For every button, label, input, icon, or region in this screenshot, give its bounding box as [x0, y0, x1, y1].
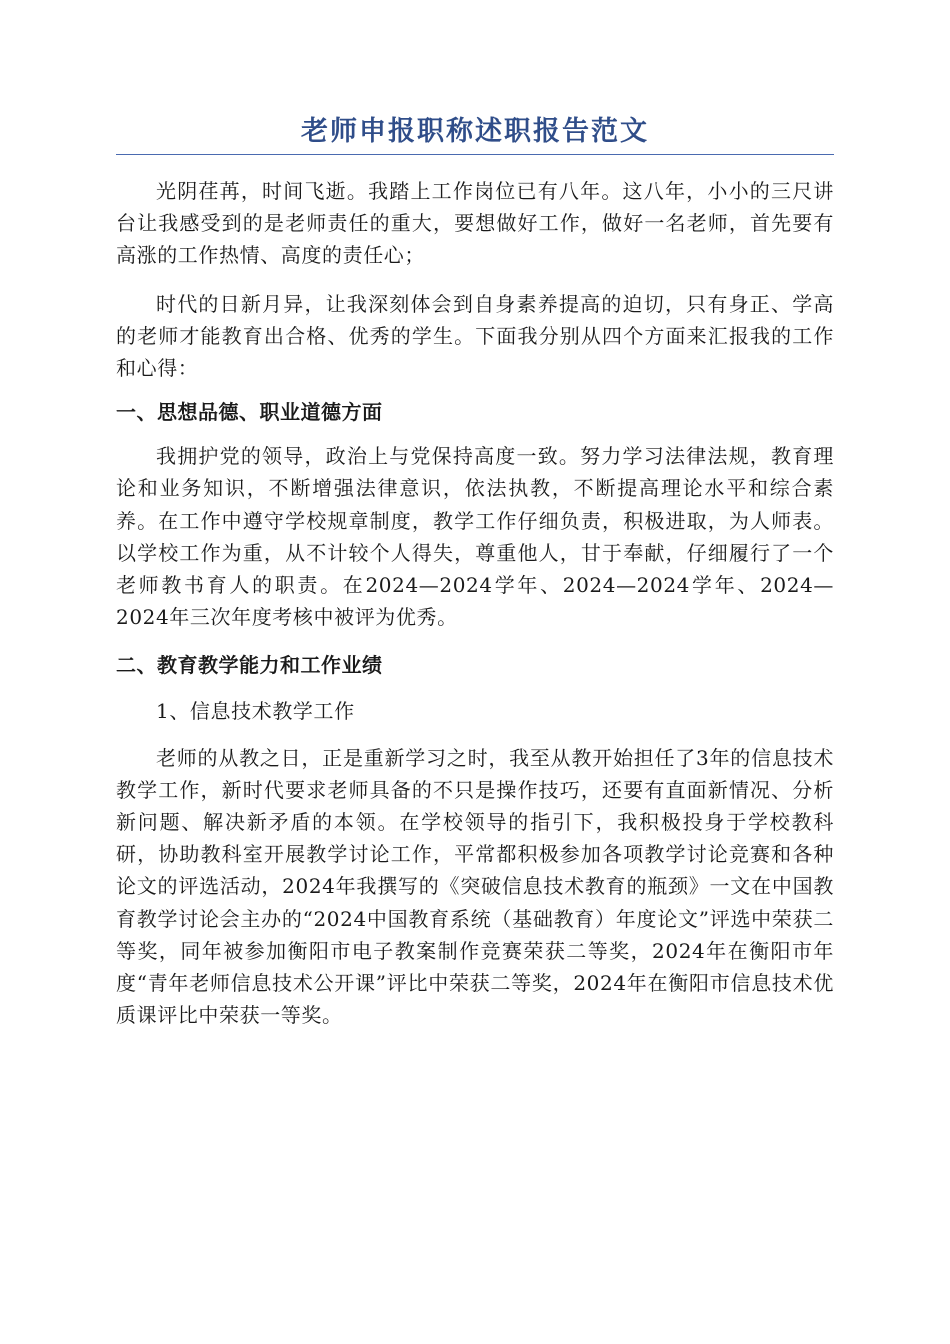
document-title: 老师申报职称述职报告范文 — [116, 112, 834, 155]
section-2-heading: 二、教育教学能力和工作业绩 — [116, 653, 383, 678]
intro-paragraph-2: 时代的日新月异，让我深刻体会到自身素养提高的迫切，只有身正、学高的老师才能教育出合格、优秀的学生。下面我分别从四个方面来汇报我的工作和心得： — [116, 291, 834, 381]
section-1-paragraph: 我拥护党的领导，政治上与党保持高度一致。努力学习法律法规，教育理论和业务知识，不断增强法律意识，依法执教，不断提高理论水平和综合素养。在工作中遵守学校规章制度，教学工作仔细负责，积极进取，为人师表。以学校工作为重，从不计较个人得失，尊重他人，甘于奉献，仔细履行了一个老师教书育人的职责。在2024—2024学年、2024—2024学年、2024—2024年三次年度考核中被评为优秀。 — [116, 444, 834, 630]
document-page — [116, 112, 834, 1031]
section-1-heading: 一、思想品德、职业道德方面 — [116, 400, 383, 425]
section-2-subheading: 1、信息技术教学工作 — [156, 699, 355, 724]
section-2-paragraph: 老师的从教之日，正是重新学习之时，我至从教开始担任了3年的信息技术教学工作，新时代要求老师具备的不只是操作技巧，还要有直面新情况、分析新问题、解决新矛盾的本领。在学校领导的指引下，我积极投身于学校教科研，协助教科室开展教学讨论工作，平常都积极参加各项教学讨论竞赛和各种论文的评选活动，2024年我撰写的《突破信息技术教育的瓶颈》一文在中国教育教学讨论会主办的“2024中国教育系统（基础教育）年度论文”评选中荣获二等奖，同年被参加衡阳市电子教案制作竞赛荣获二等奖，2024年在衡阳市年度“青年老师信息技术公开课”评比中荣获二等奖，2024年在衡阳市信息技术优质课评比中荣获一等奖。 — [116, 745, 834, 1028]
intro-paragraph-1: 光阴荏苒，时间飞逝。我踏上工作岗位已有八年。这八年，小小的三尺讲台让我感受到的是老师责任的重大，要想做好工作，做好一名老师，首先要有高涨的工作热情、高度的责任心； — [116, 179, 834, 268]
